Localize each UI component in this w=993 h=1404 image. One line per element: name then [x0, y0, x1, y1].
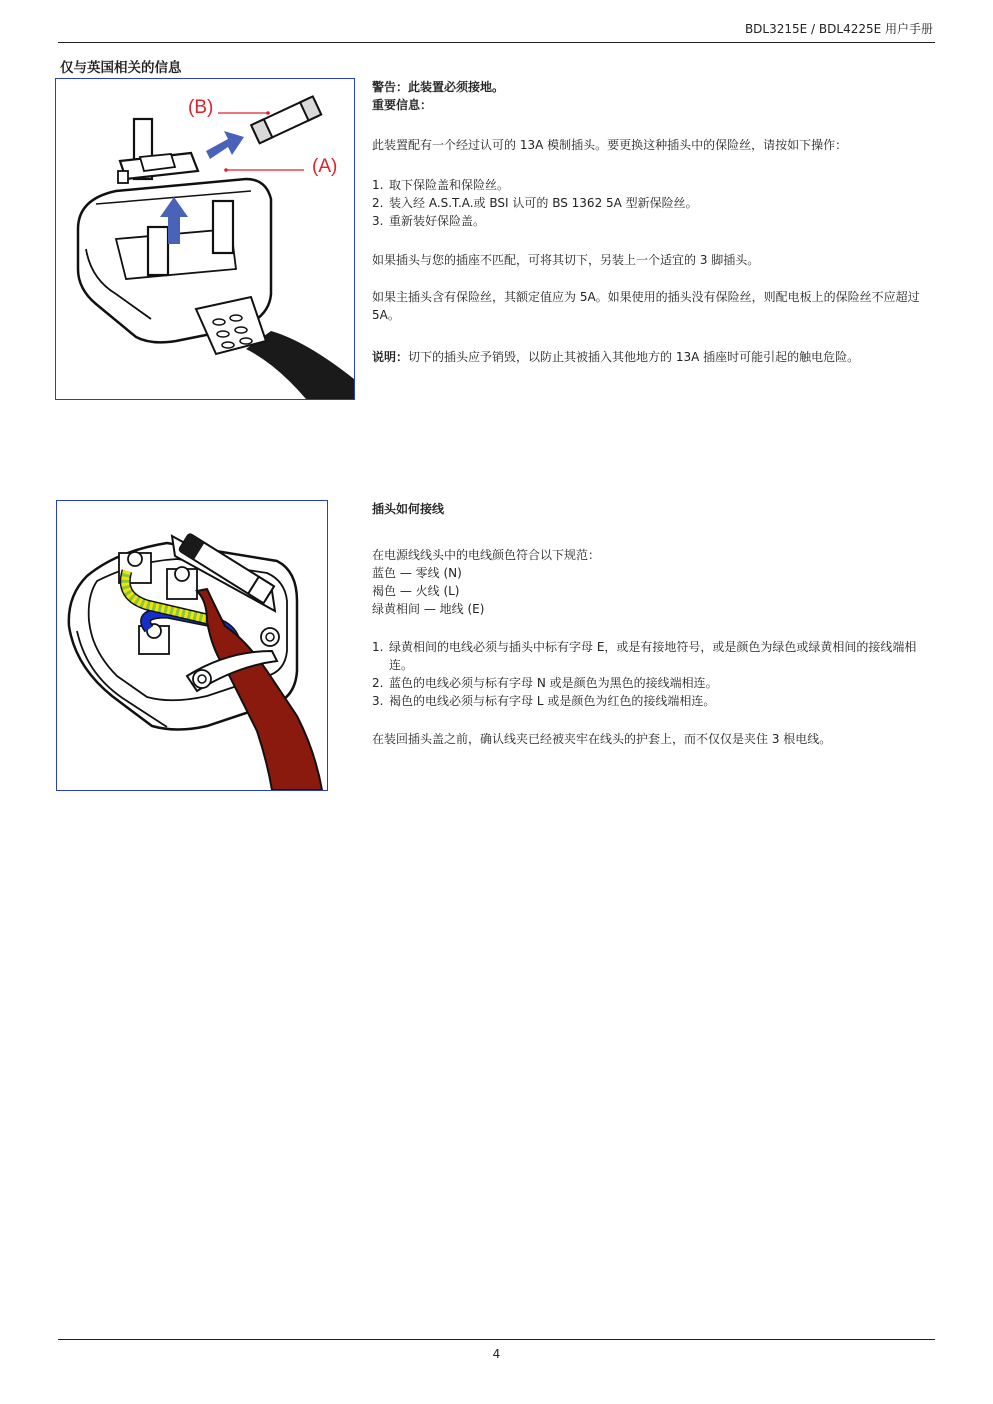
list-item: 2. 蓝色的电线必须与标有字母 N 或是颜色为黑色的接线端相连。	[372, 676, 718, 690]
footer-rule	[58, 1339, 935, 1340]
section-title: 仅与英国相关的信息	[60, 60, 182, 76]
list-item: 1. 取下保险盖和保险丝。	[372, 178, 510, 192]
document-header: BDL3215E / BDL4225E 用户手册	[744, 22, 933, 36]
wiring-instructions	[372, 500, 937, 748]
warning-text: 警告：此装置必须接地。	[372, 80, 505, 94]
plug-wiring-illustration	[56, 500, 328, 791]
header-rule	[58, 42, 935, 43]
fuse-rating-text: 如果主插头含有保险丝，其额定值应为 5A。如果使用的插头没有保险丝，则配电板上的保险丝不应超过 5A。	[372, 290, 920, 322]
wiring-intro: 在电源线线头中的电线颜色符合以下规范：	[372, 548, 601, 562]
note-label: 说明：	[372, 350, 409, 364]
list-item: 3. 褐色的电线必须与标有字母 L 或是颜色为红色的接线端相连。	[372, 694, 716, 708]
list-item: 2. 装入经 A.S.T.A.或 BSI 认可的 BS 1362 5A 型新保险丝。	[372, 196, 698, 210]
color-item: 绿黄相间 — 地线 (E)	[372, 602, 485, 616]
list-item: 3. 重新装好保险盖。	[372, 214, 486, 228]
note-paragraph	[372, 348, 937, 366]
list-item: 1. 绿黄相间的电线必须与插头中标有字母 E，或是有接地符号，或是颜色为绿色或绿黄相间的接线端相连。	[372, 640, 917, 672]
note-text: 切下的插头应予销毁，以防止其被插入其他地方的 13A 插座时可能引起的触电危险。	[408, 350, 860, 364]
wiring-steps	[372, 638, 937, 710]
fuse-steps	[372, 176, 937, 230]
wiring-title: 插头如何接线	[372, 502, 445, 516]
color-item: 蓝色 — 零线 (N)	[372, 566, 462, 580]
plug-fuse-illustration	[55, 78, 355, 400]
important-heading: 重要信息：	[372, 98, 433, 112]
wiring-closing: 在装回插头盖之前，确认线夹已经被夹牢在线头的护套上，而不仅仅是夹住 3 根电线。	[372, 732, 832, 746]
color-item: 褐色 — 火线 (L)	[372, 584, 460, 598]
fuse-intro: 此装置配有一个经过认可的 13A 模制插头。要更换这种插头中的保险丝，请按如下操作：	[372, 138, 848, 152]
fuse-instructions	[372, 78, 937, 366]
page-number: 4	[492, 1347, 501, 1361]
label-a: (A)	[312, 156, 338, 177]
label-b: (B)	[188, 97, 214, 118]
plug-mismatch-text: 如果插头与您的插座不匹配，可将其切下，另装上一个适宜的 3 脚插头。	[372, 253, 760, 267]
